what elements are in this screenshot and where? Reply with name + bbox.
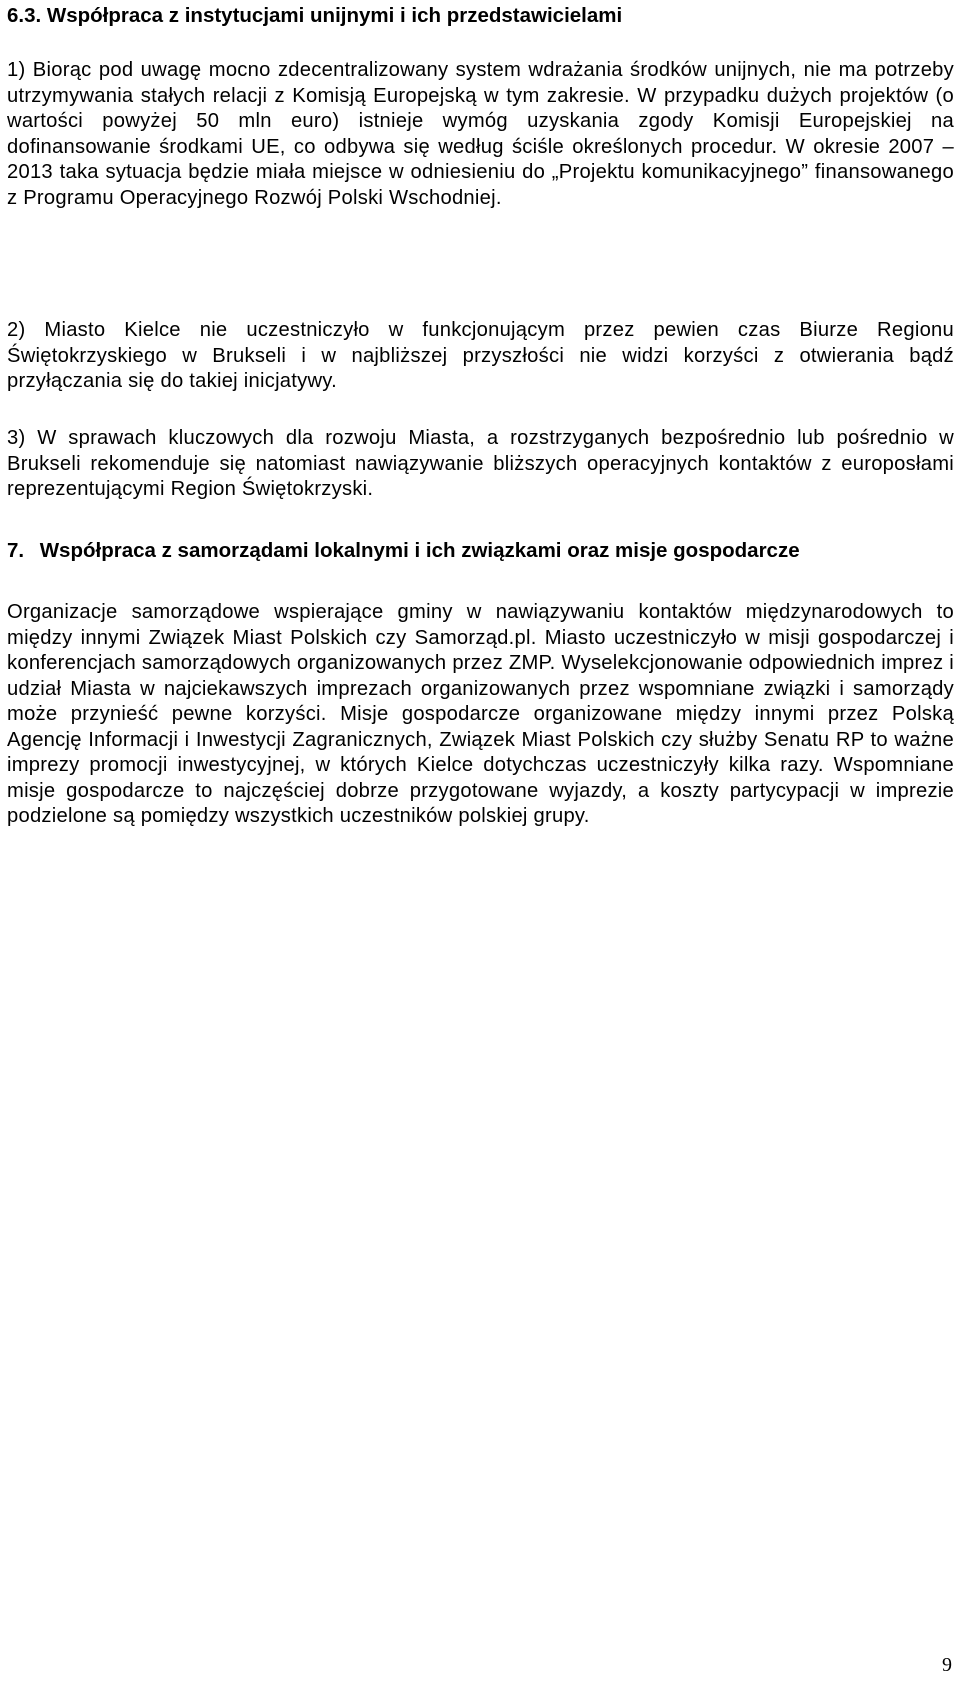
section-6-3-heading: 6.3. Współpraca z instytucjami unijnymi i ich przedstawicielami (7, 4, 623, 27)
section-7-heading (7, 538, 800, 564)
page-number: 9 (942, 1654, 952, 1676)
paragraph-3: 3) W sprawach kluczowych dla rozwoju Miasta, a rozstrzyganych bezpośrednio lub pośrednio w Brukseli rekomenduje się natomiast nawiązywanie bliższych operacyjnych kontaktów z europosłami reprezentującymi Region Świętokrzyski. (7, 427, 954, 500)
paragraph-2: 2) Miasto Kielce nie uczestniczyło w funkcjonującym przez pewien czas Biurze Regionu Świętokrzyskiego w Brukseli i w najbliższej przyszłości nie widzi korzyści z otwierania bądź przyłączania się do takiej inicjatywy. (7, 319, 954, 392)
section-7-paragraph: Organizacje samorządowe wspierające gminy w nawiązywaniu kontaktów międzynarodowych to między innymi Związek Miast Polskich czy Samorząd.pl. Miasto uczestniczyło w misji gospodarczej i konferencjach samorządowych organizowanych przez ZMP. Wyselekcjonowanie odpowiednich imprez i udział Miasta w najciekawszych imprezach organizowanych przez wspomniane związki i samorządy może przynieść pewne korzyści. Misje gospodarcze organizowane między innymi przez Polską Agencję Informacji i Inwestycji Zagranicznych, Związek Miast Polskich czy służby Senatu RP to ważne imprezy promocji inwestycyjnej, w których Kielce dotychczas uczestniczyły kilka razy. Wspomniane misje gospodarcze to najczęściej dobrze przygotowane wyjazdy, a koszty partycypacji w imprezie podzielone są pomiędzy wszystkich uczestników polskiej grupy. (7, 601, 954, 827)
section-7-number: 7. (7, 539, 25, 562)
section-7-title: Współpraca z samorządami lokalnymi i ich związkami oraz misje gospodarcze (39, 539, 800, 562)
paragraph-1: 1) Biorąc pod uwagę mocno zdecentralizowany system wdrażania środków unijnych, nie ma potrzeby utrzymywania stałych relacji z Komisją Europejską w tym zakresie. W przypadku dużych projektów (o wartości powyżej 50 mln euro) istnieje wymóg uzyskania zgody Komisji Europejskiej na dofinansowanie środkami UE, co odbywa się według ściśle określonych procedur. W okresie 2007 – 2013 taka sytuacja będzie miała miejsce w odniesieniu do „Projektu komunikacyjnego” finansowanego z Programu Operacyjnego Rozwój Polski Wschodniej. (7, 59, 954, 209)
